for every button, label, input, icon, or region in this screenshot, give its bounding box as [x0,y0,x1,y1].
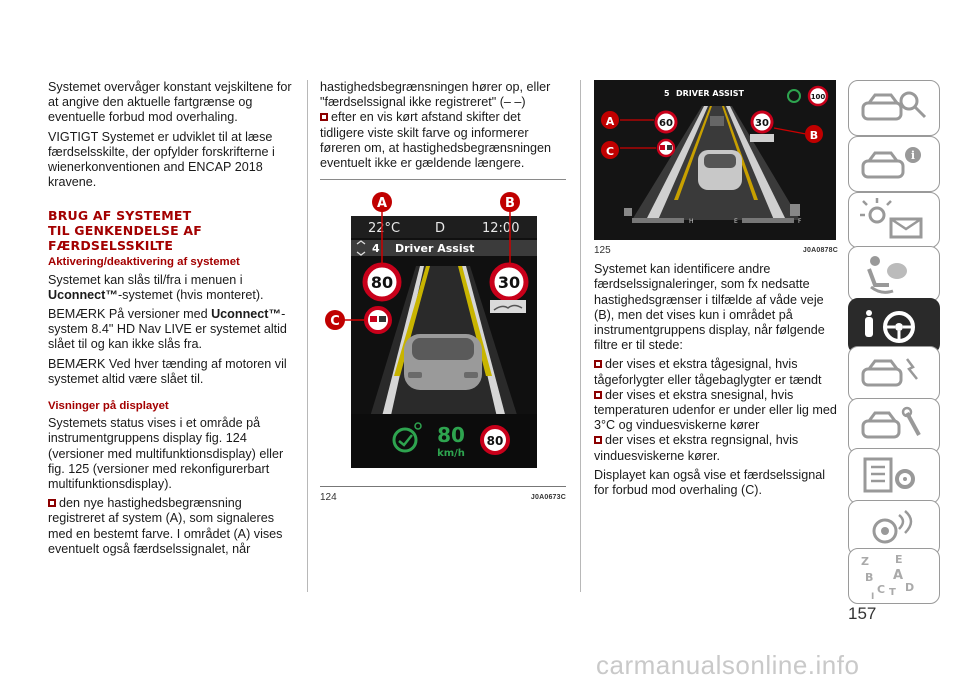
callout-b: B [809,129,819,142]
column-divider [580,80,581,592]
svg-text:Z: Z [861,555,869,568]
figure-code: J0A0673C [530,494,566,502]
callout-a: A [605,115,615,128]
time-readout: 12:00 [482,221,520,237]
section-heading-line-1: BRUG AF SYSTEMET [48,208,192,224]
section-heading-line-3: FÆRDSELSSKILTE [48,238,174,254]
callout-c: C [330,314,340,330]
gauge-e-label: E [734,218,738,225]
text-column-3 [594,80,838,502]
tab-maintenance[interactable] [848,398,940,454]
display-paragraph: Systemets status vises i et område på instrumentgruppens display fig. 124 (versioner med multifunktionsdisplay) eller fig. 125 (versioner med rekonfigurerbart multifunktionsdisplay). [48,416,284,492]
gear-readout: D [435,221,446,237]
menu-title: DRIVER ASSIST [676,89,744,98]
svg-text:E: E [895,553,903,566]
figure-124-caption [320,486,566,505]
menu-number: 5 [664,89,670,98]
svg-text:B: B [865,571,874,584]
bullet-icon [594,391,602,399]
figure-125 [594,80,836,240]
car-crash-icon [849,347,941,403]
light-mail-icon [849,193,941,249]
car-search-icon [849,81,941,137]
figure-124 [320,186,566,486]
figure-number: 124 [320,492,337,504]
car-info-icon [849,137,941,193]
important-note: VIGTIGT Systemet er udviklet til at læse færdselsskilte, der opfylder forskrifterne i wienerkonventionen and ENCAP 2018 kravene. [48,129,275,190]
menu-number: 4 [372,242,380,256]
figure-top-rule [320,179,566,180]
tab-index[interactable] [848,548,940,604]
list-gear-icon [849,449,941,505]
airbag-seat-icon [849,247,941,303]
car-wrench-icon [849,399,941,455]
overtaking-paragraph: Displayet kan også vise et færdselssignal for forbud mod overhaling (C). [594,467,825,498]
speed-sign-a: 80 [370,273,394,293]
speed-sign-b: 30 [755,118,769,129]
bullet-item: der vises et ekstra regnsignal, hvis vinduesviskerne kører. [594,433,799,463]
svg-text:T: T [889,587,896,598]
figure-number: 125 [594,245,611,256]
tab-safety[interactable] [848,246,940,302]
tab-getting-to-know[interactable] [848,136,940,192]
bullet-item: der vises et ekstra tågesignal, hvis tågeforlygter eller tågebaglygter er tændt [594,357,822,387]
callout-c: C [605,145,615,158]
menu-title: Driver Assist [395,242,475,256]
bullet-item: den nye hastighedsbegrænsning registreret af system (A), som signaleres med en bestemt farve. I området (A) vises eventuelt også færdselssignalet, når [48,496,283,556]
tab-dashboard-overview[interactable] [848,80,940,136]
section-heading-line-2: TIL GENKENDELSE AF [48,223,203,239]
bullet-icon [594,436,602,444]
svg-text:i: i [910,149,916,162]
callout-a: A [376,196,388,212]
continued-paragraph: hastighedsbegrænsningen hører op, eller "færdselssignal ikke registreret" (– –) [320,80,551,110]
figure-125-caption [594,240,838,258]
svg-text:C: C [877,583,886,596]
note-uconnect: BEMÆRK På versioner med Uconnect™-system 8.4" HD Nav LIVE er systemet altid slået til og kan ikke slås fra. [48,307,287,352]
figure-125-illustration [594,80,836,240]
tab-warning-lights[interactable] [848,192,940,248]
text-column-2 [320,80,566,505]
bullet-item: efter en vis kørt afstand skifter det tidligere viste skilt farve og informerer føreren om, at hastighedsbegrænsningen eventuelt ikke er gældende længere. [320,110,552,171]
tab-technical-data[interactable] [848,448,940,504]
bullet-item: der vises et ekstra snesignal, hvis temperaturen udenfor er under eller lig med 3°C og vinduesviskerne kører [594,387,837,433]
watermark: carmanualsonline.info [596,650,860,678]
temperature-readout: 22°C [368,221,401,237]
subheading-activation: Aktivering/deaktivering af systemet [48,256,240,269]
page-number: 157 [848,604,877,623]
subheading-display: Visninger på displayet [48,400,169,413]
svg-text:A: A [893,568,904,583]
tab-emergency[interactable] [848,346,940,402]
activation-paragraph: Systemet kan slås til/fra i menuen i Uconnect™-systemet (hvis monteret). [48,272,264,302]
gauge-h-label: H [689,218,694,225]
text-column-1 [48,80,296,561]
svg-text:I: I [871,592,875,602]
figure-124-illustration [320,186,566,486]
figure-code: J0A0878C [802,247,838,254]
svg-text:D: D [905,581,915,594]
index-letters-icon [849,549,941,605]
note-ignition: BEMÆRK Ved hver tænding af motoren vil systemet altid være slået til. [48,356,287,386]
section-heading [48,208,296,253]
speed-sign-corner: 100 [810,93,826,101]
gauge-f-label: F [798,218,802,225]
callout-b: B [505,196,515,212]
bullet-icon [594,360,602,368]
intro-paragraph: Systemet overvåger konstant vejskiltene for at angive den aktuelle fartgrænse og eventuelle forbud mod overhaling. [48,80,292,125]
speed-sign-a: 60 [659,118,673,129]
speed-sign-b: 30 [497,273,521,293]
bullet-icon [48,499,56,507]
column-divider [307,80,308,592]
filters-paragraph: Systemet kan identificere andre færdselssignaleringer, som fx nedsatte hastighedsgrænser i tilfælde af våde veje (B), men det vises kun i området på instrumentgruppens display, når følgende filtre er til stede: [594,262,825,353]
speed-sign-small: 80 [486,434,504,449]
current-speed: 80 [437,423,465,448]
speed-unit: km/h [437,448,465,460]
bullet-icon [320,113,328,121]
